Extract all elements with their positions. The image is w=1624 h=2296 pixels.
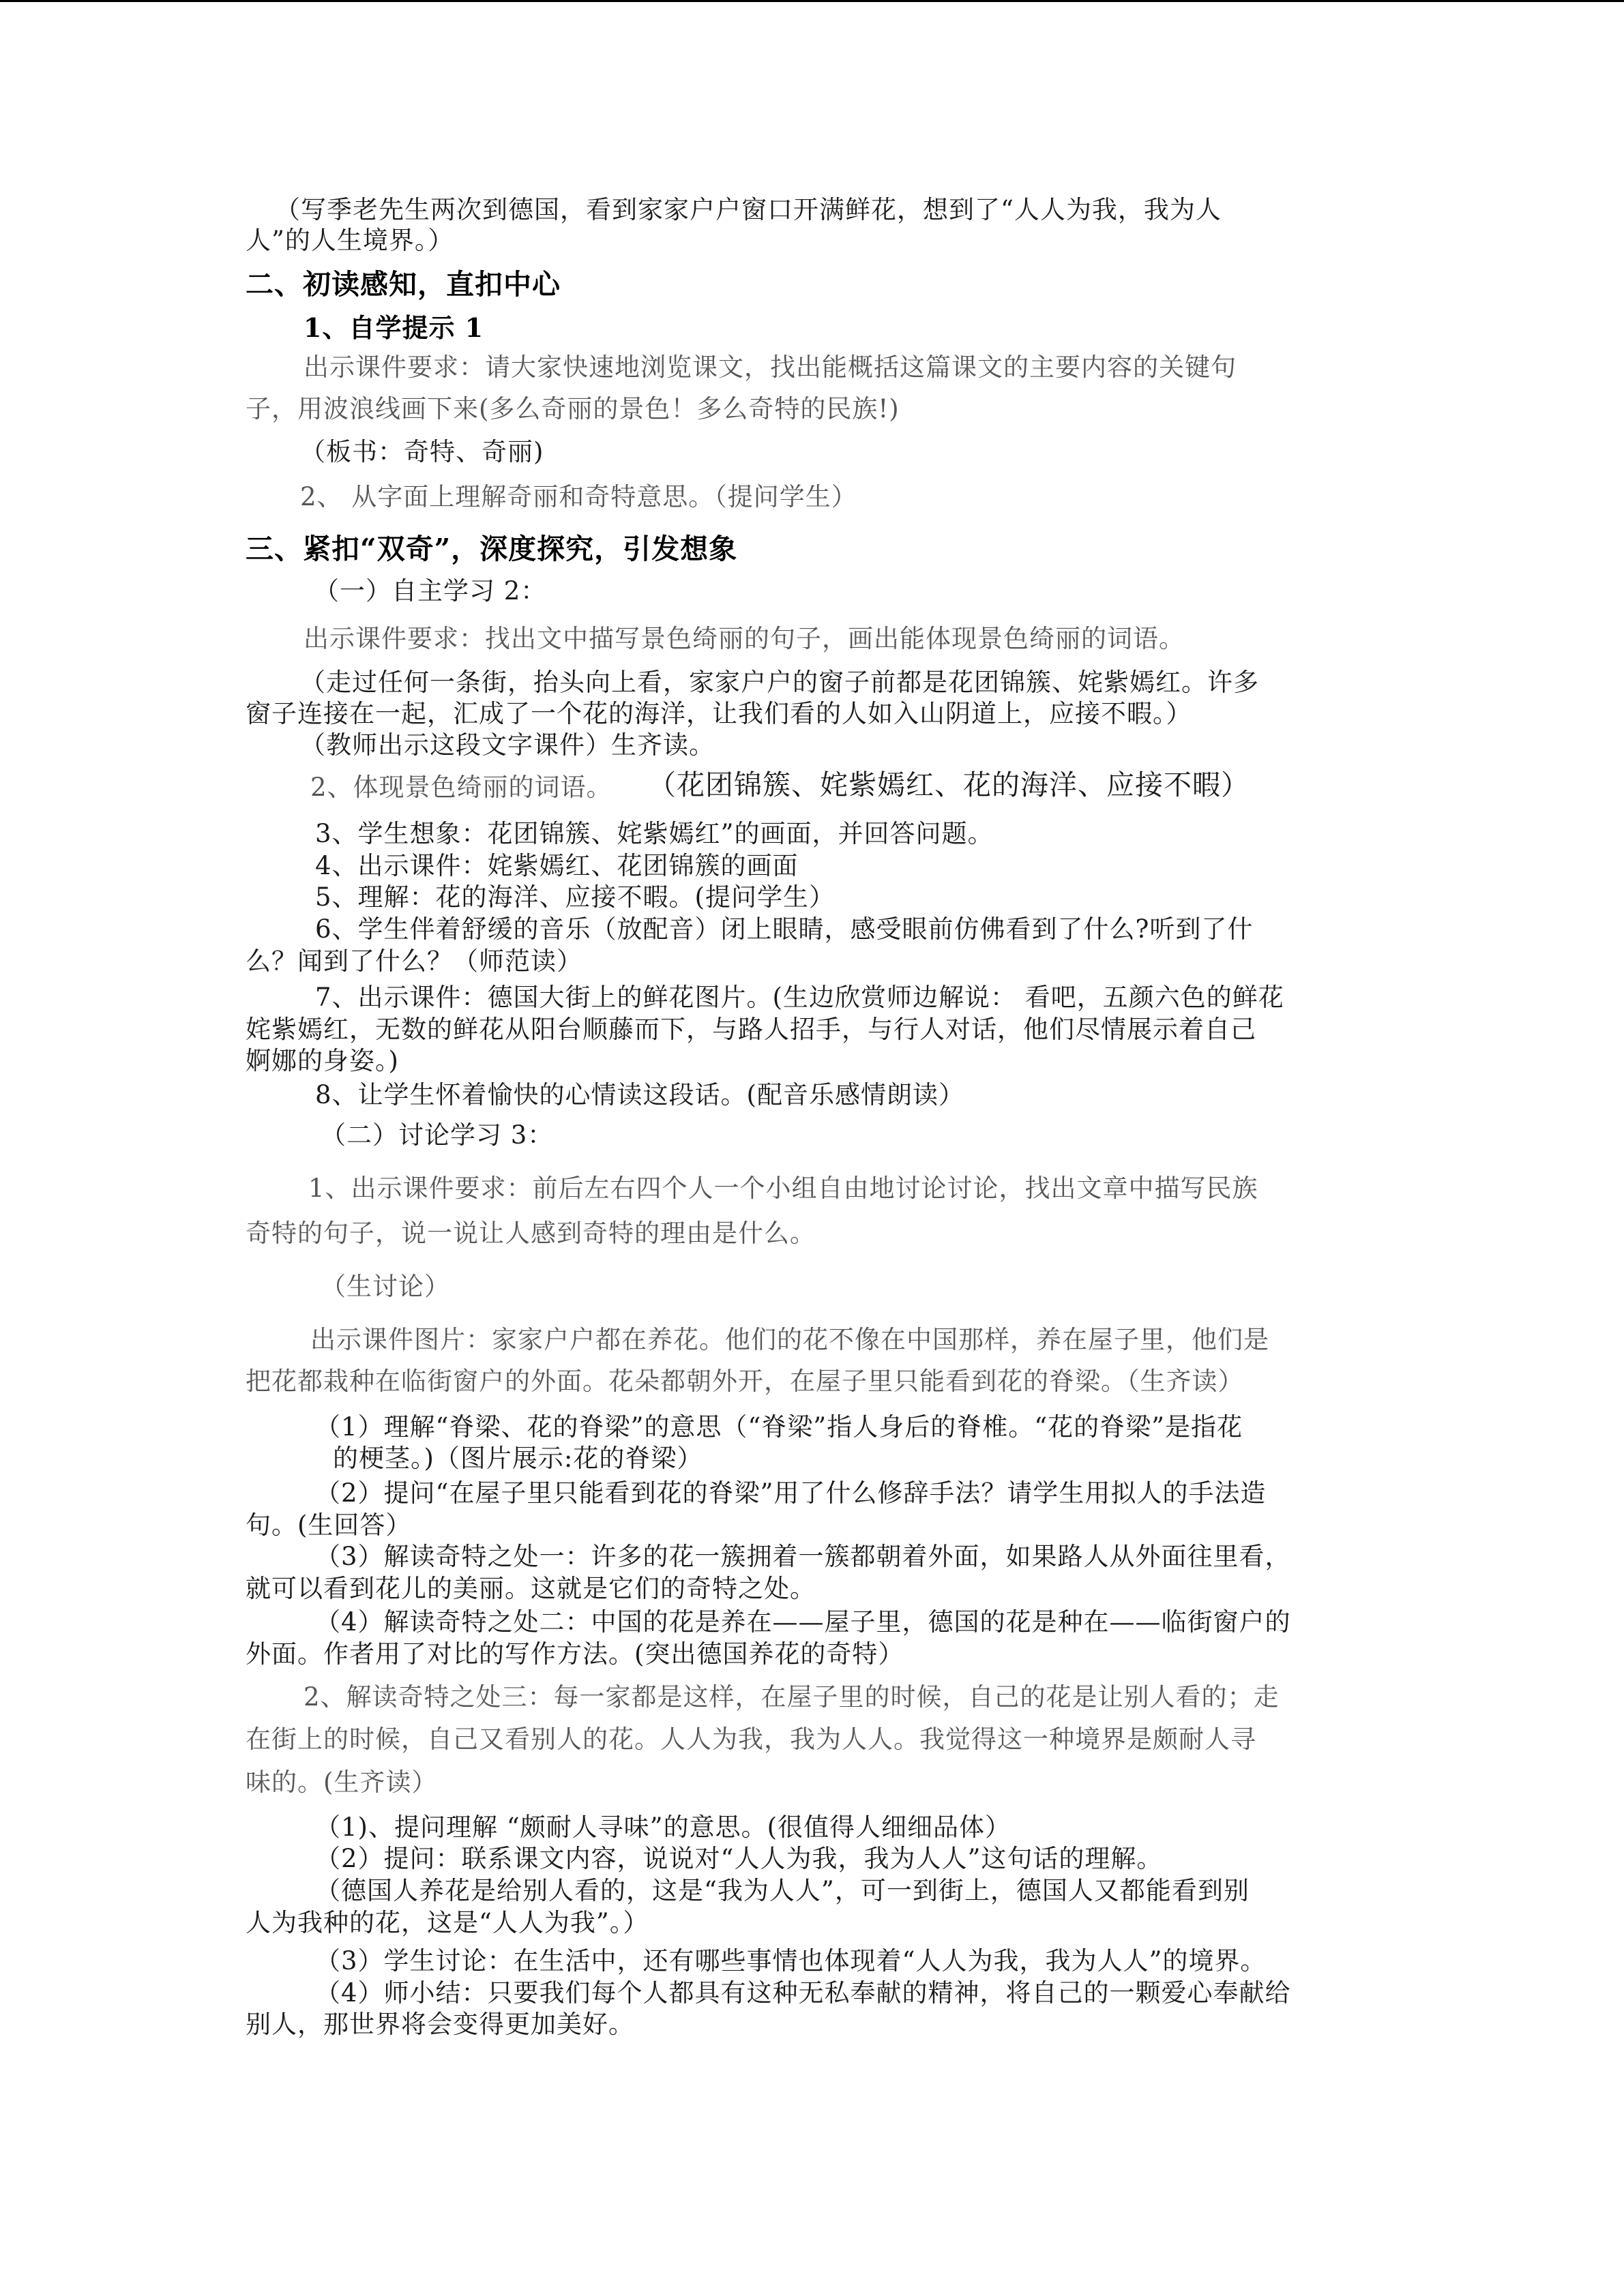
section-heading: 二、初读感知，直扣中心 [246,268,561,301]
paragraph-line: 3、学生想象：花团锦簇、姹紫嫣红”的画面，并回答问题。 [315,819,994,848]
paragraph-line: （2）提问：联系课文内容，说说对“人人为我，我为人人”这句话的理解。 [315,1844,1163,1873]
paragraph-line: （德国人养花是给别人看的，这是“我为人人”，可一到街上，德国人又都能看到别 [315,1876,1250,1905]
paragraph-line: 5、理解：花的海洋、应接不暇。(提问学生） [315,882,835,912]
paragraph-line: （生讨论） [321,1272,450,1301]
paragraph-line: 人为我种的花，这是“人人为我”。） [246,1908,649,1937]
paragraph-line: （3）学生讨论：在生活中，还有哪些事情也体现着“人人为我，我为人人”的境界。 [315,1946,1267,1976]
paragraph-line: 么？闻到了什么？（师范读） [246,946,582,976]
paragraph-line: （走过任何一条街，抬头向上看，家家户户的窗子前都是花团锦簇、姹紫嫣红。许多 [300,668,1259,697]
paragraph-line: 就可以看到花儿的美丽。这就是它们的奇特之处。 [246,1574,816,1603]
paragraph-line: （花团锦簇、姹紫嫣红、花的海洋、应接不暇） [648,769,1250,801]
paragraph-line: 的梗茎。)（图片展示:花的脊梁） [333,1444,703,1473]
paragraph-line: 外面。作者用了对比的写作方法。(突出德国养花的奇特） [246,1639,904,1669]
section-heading: 三、紧扣“双奇”，深度探究，引发想象 [246,533,738,565]
paragraph-line: 4、出示课件：姹紫嫣红、花团锦簇的画面 [315,851,799,880]
paragraph-line: 2、 从字面上理解奇丽和奇特意思。（提问学生） [300,482,857,511]
paragraph-line: 出示课件要求：找出文中描写景色绮丽的句子，画出能体现景色绮丽的词语。 [304,624,1185,653]
paragraph-line: 2、体现景色绮丽的词语。 [310,773,612,802]
paragraph-line: 子，用波浪线画下来(多么奇丽的景色！多么奇特的民族!) [246,394,900,423]
subheading: （一）自主学习 2： [314,576,547,606]
paragraph-line: 别人，那世界将会变得更加美好。 [246,2010,634,2039]
paragraph-line: （板书：奇特、奇丽) [300,437,544,466]
paragraph-line: （1）理解“脊梁、花的脊梁”的意思（“脊梁”指人身后的脊椎。“花的脊梁”是指花 [315,1412,1243,1442]
paragraph-line: 8、让学生怀着愉快的心情读这段话。(配音乐感情朗读） [315,1080,964,1109]
paragraph-line: 奇特的句子，说一说让人感到奇特的理由是什么。 [246,1219,816,1248]
paragraph-line: 婀娜的身姿。) [246,1046,399,1075]
paragraph-line: 6、学生伴着舒缓的音乐（放配音）闭上眼睛，感受眼前仿佛看到了什么?听到了什 [315,914,1254,944]
paragraph-line: 姹紫嫣红，无数的鲜花从阳台顺藤而下，与路人招手，与行人对话，他们尽情展示着自己 [246,1015,1256,1044]
paragraph-line: 窗子连接在一起，汇成了一个花的海洋，让我们看的人如入山阴道上，应接不暇。） [246,699,1192,728]
paragraph-line: 味的。(生齐读） [246,1768,438,1797]
paragraph-line: （2）提问“在屋子里只能看到花的脊梁”用了什么修辞手法？请学生用拟人的手法造 [315,1478,1267,1508]
subheading: （二）讨论学习 3： [321,1120,554,1150]
paragraph-line: 7、出示课件：德国大街上的鲜花图片。(生边欣赏师边解说： 看吧，五颜六色的鲜花 [315,983,1284,1012]
paragraph-line: 人”的人生境界。） [246,226,454,255]
paragraph-line: 出示课件图片：家家户户都在养花。他们的花不像在中国那样，养在屋子里，他们是 [310,1325,1269,1354]
paragraph-line: 把花都栽种在临街窗户的外面。花朵都朝外开，在屋子里只能看到花的脊梁。（生齐读） [246,1367,1244,1396]
paragraph-line: 1、出示课件要求：前后左右四个人一个小组自由地讨论讨论，找出文章中描写民族 [308,1174,1258,1203]
paragraph-line: 句。(生回答） [246,1510,412,1540]
paragraph-line: （4）师小结：只要我们每个人都具有这种无私奉献的精神，将自己的一颗爱心奉献给 [315,1978,1291,2008]
paragraph-line: （4）解读奇特之处二：中国的花是养在——屋子里，德国的花是种在——临街窗户的 [315,1607,1291,1637]
paragraph-line: （写季老先生两次到德国，看到家家户户窗口开满鲜花，想到了“人人为我，我为人 [275,195,1222,224]
paragraph-line: （3）解读奇特之处一：许多的花一簇拥着一簇都朝着外面，如果路人从外面往里看， [315,1542,1291,1571]
paragraph-line: （1)、提问理解 “颇耐人寻味”的意思。(很值得人细细品体） [315,1813,1012,1842]
paragraph-line: （教师出示这段文字课件）生齐读。 [300,730,715,760]
paragraph-line: 在街上的时候，自己又看别人的花。人人为我，我为人人。我觉得这一种境界是颇耐人寻 [246,1725,1256,1754]
paragraph-line: 出示课件要求：请大家快速地浏览课文，找出能概括这篇课文的主要内容的关键句 [304,353,1237,382]
subheading: 1、自学提示 1 [304,312,484,343]
paragraph-line: 2、解读奇特之处三：每一家都是这样，在屋子里的时候，自己的花是让别人看的；走 [304,1682,1280,1712]
